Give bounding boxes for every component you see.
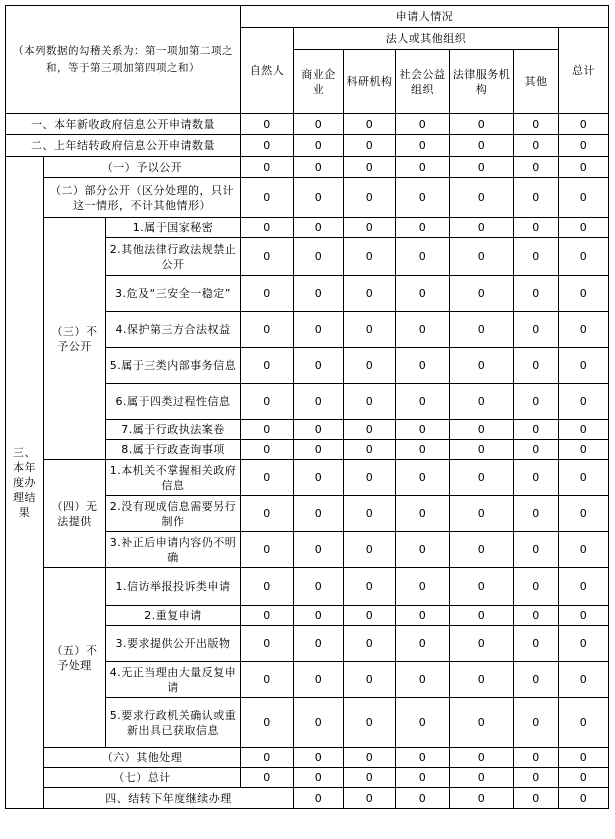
cell-value: 0 [344, 420, 396, 440]
cell-value: 0 [450, 135, 514, 157]
row-label: 4.无正当理由大量反复申请 [106, 662, 241, 698]
cell-value: 0 [514, 496, 559, 532]
cell-value: 0 [344, 114, 396, 135]
cell-value: 0 [241, 532, 294, 568]
cell-value: 0 [294, 440, 344, 460]
table-row [6, 157, 609, 178]
cell-value: 0 [559, 698, 609, 748]
cell-value: 0 [514, 384, 559, 420]
row-label: 3.补正后申请内容仍不明确 [106, 532, 241, 568]
cell-value: 0 [514, 460, 559, 496]
cell-value: 0 [344, 662, 396, 698]
cell-value: 0 [396, 135, 450, 157]
cell-value: 0 [241, 348, 294, 384]
cell-value: 0 [559, 788, 609, 809]
row-label: 二、上年结转政府信息公开申请数量 [6, 135, 241, 157]
header-total: 总计 [559, 28, 609, 114]
cell-value: 0 [241, 496, 294, 532]
cell-value: 0 [344, 312, 396, 348]
cell-value: 0 [396, 748, 450, 768]
cell-value: 0 [344, 768, 396, 788]
table-row [6, 178, 609, 218]
row-label: 8.属于行政查询事项 [106, 440, 241, 460]
cell-value: 0 [450, 626, 514, 662]
cell-value: 0 [514, 238, 559, 276]
cell-value: 0 [294, 178, 344, 218]
table-row [6, 114, 609, 135]
cell-value: 0 [344, 135, 396, 157]
row-label: （六）其他处理 [44, 748, 241, 768]
cell-value: 0 [514, 276, 559, 312]
cell-value: 0 [559, 218, 609, 238]
cell-value: 0 [241, 157, 294, 178]
cell-value: 0 [514, 788, 559, 809]
cell-value: 0 [241, 135, 294, 157]
cell-value: 0 [294, 238, 344, 276]
cell-value: 0 [450, 662, 514, 698]
cell-value: 0 [294, 768, 344, 788]
header-business: 商业企业 [294, 50, 344, 114]
gov-info-disclosure-table [5, 5, 609, 809]
cell-value: 0 [294, 276, 344, 312]
cell-value: 0 [450, 218, 514, 238]
cell-value: 0 [450, 178, 514, 218]
cell-value: 0 [559, 135, 609, 157]
cell-value: 0 [450, 348, 514, 384]
cell-value: 0 [396, 178, 450, 218]
row-label: 1.本机关不掌握相关政府信息 [106, 460, 241, 496]
cell-value: 0 [450, 698, 514, 748]
group-label: （五）不予处理 [44, 568, 106, 748]
cell-value: 0 [514, 768, 559, 788]
group-label: （三）不予公开 [44, 218, 106, 460]
cell-value: 0 [559, 748, 609, 768]
row-label: 2.重复申请 [106, 606, 241, 626]
cell-value: 0 [396, 420, 450, 440]
cell-value: 0 [344, 698, 396, 748]
cell-value: 0 [396, 532, 450, 568]
cell-value: 0 [241, 698, 294, 748]
cell-value: 0 [559, 420, 609, 440]
cell-value: 0 [514, 698, 559, 748]
group-label: （四）无法提供 [44, 460, 106, 568]
cell-value: 0 [344, 178, 396, 218]
cell-value: 0 [559, 568, 609, 606]
cell-value: 0 [559, 532, 609, 568]
row-label: 2.其他法律行政法规禁止公开 [106, 238, 241, 276]
cell-value: 0 [559, 384, 609, 420]
cell-value: 0 [344, 748, 396, 768]
table-row [6, 788, 609, 809]
table-row [6, 218, 609, 238]
row-label: 5.属于三类内部事务信息 [106, 348, 241, 384]
row-label: （二）部分公开（区分处理的，只计这一情形，不计其他情形） [44, 178, 241, 218]
row-label: 1.信访举报投诉类申请 [106, 568, 241, 606]
row-label: 四、结转下年度继续办理 [44, 788, 294, 809]
table-row [6, 568, 609, 606]
cell-value: 0 [344, 218, 396, 238]
cell-value: 0 [241, 662, 294, 698]
cell-value: 0 [514, 157, 559, 178]
cell-value: 0 [294, 135, 344, 157]
cell-value: 0 [396, 440, 450, 460]
cell-value: 0 [514, 420, 559, 440]
cell-value: 0 [514, 532, 559, 568]
row-label: 2.没有现成信息需要另行制作 [106, 496, 241, 532]
cell-value: 0 [344, 348, 396, 384]
cell-value: 0 [396, 788, 450, 809]
cell-value: 0 [514, 606, 559, 626]
cell-value: 0 [396, 460, 450, 496]
cell-value: 0 [514, 662, 559, 698]
cell-value: 0 [241, 114, 294, 135]
header-public-welfare: 社会公益组织 [396, 50, 450, 114]
row-label: 5.要求行政机关确认或重新出具已获取信息 [106, 698, 241, 748]
cell-value: 0 [450, 532, 514, 568]
cell-value: 0 [396, 662, 450, 698]
cell-value: 0 [396, 626, 450, 662]
cell-value: 0 [396, 276, 450, 312]
cell-value: 0 [294, 460, 344, 496]
row-label: （七）总计 [44, 768, 241, 788]
header-legal-service: 法律服务机构 [450, 50, 514, 114]
cell-value: 0 [559, 626, 609, 662]
cell-value: 0 [294, 348, 344, 384]
cell-value: 0 [241, 238, 294, 276]
cell-value: 0 [294, 114, 344, 135]
cell-value: 0 [241, 748, 294, 768]
cell-value: 0 [396, 157, 450, 178]
cell-value: 0 [450, 496, 514, 532]
cell-value: 0 [344, 276, 396, 312]
row-label: 3.要求提供公开出版物 [106, 626, 241, 662]
cell-value: 0 [450, 768, 514, 788]
cell-value: 0 [294, 532, 344, 568]
cell-value: 0 [294, 698, 344, 748]
cell-value: 0 [396, 496, 450, 532]
cell-value: 0 [396, 606, 450, 626]
table-row [6, 768, 609, 788]
cell-value: 0 [514, 568, 559, 606]
cell-value: 0 [241, 384, 294, 420]
cell-value: 0 [241, 626, 294, 662]
cell-value: 0 [514, 312, 559, 348]
cell-value: 0 [450, 384, 514, 420]
cell-value: 0 [241, 312, 294, 348]
cell-value: 0 [241, 420, 294, 440]
header-applicant-situation: 申请人情况 [241, 6, 609, 28]
table-row [6, 460, 609, 496]
cell-value: 0 [344, 384, 396, 420]
cell-value: 0 [559, 440, 609, 460]
cell-value: 0 [241, 276, 294, 312]
cell-value: 0 [344, 440, 396, 460]
cell-value: 0 [344, 568, 396, 606]
cell-value: 0 [514, 748, 559, 768]
cell-value: 0 [344, 606, 396, 626]
cell-value: 0 [294, 606, 344, 626]
header-research: 科研机构 [344, 50, 396, 114]
row-label: 一、本年新收政府信息公开申请数量 [6, 114, 241, 135]
cell-value: 0 [514, 626, 559, 662]
cell-value: 0 [344, 238, 396, 276]
row-label: 6.属于四类过程性信息 [106, 384, 241, 420]
cell-value: 0 [450, 788, 514, 809]
cell-value: 0 [559, 768, 609, 788]
cell-value: 0 [241, 768, 294, 788]
cell-value: 0 [559, 157, 609, 178]
row-label: 4.保护第三方合法权益 [106, 312, 241, 348]
cell-value: 0 [344, 496, 396, 532]
cell-value: 0 [559, 178, 609, 218]
cell-value: 0 [559, 348, 609, 384]
cell-value: 0 [450, 276, 514, 312]
row-label: 3.危及“三安全一稳定” [106, 276, 241, 312]
cell-value: 0 [294, 312, 344, 348]
cell-value: 0 [450, 114, 514, 135]
section-3-label: 三、本年度办理结果 [6, 157, 44, 809]
cell-value: 0 [559, 460, 609, 496]
cell-value: 0 [450, 312, 514, 348]
cell-value: 0 [559, 238, 609, 276]
cell-value: 0 [396, 348, 450, 384]
cell-value: 0 [241, 218, 294, 238]
cell-value: 0 [514, 178, 559, 218]
cell-value: 0 [450, 606, 514, 626]
cell-value: 0 [294, 496, 344, 532]
cell-value: 0 [344, 532, 396, 568]
cell-value: 0 [396, 312, 450, 348]
cell-value: 0 [344, 460, 396, 496]
cell-value: 0 [344, 788, 396, 809]
header-legal-org: 法人或其他组织 [294, 28, 559, 50]
cell-value: 0 [396, 568, 450, 606]
header-natural-person: 自然人 [241, 28, 294, 114]
row-label: （一）予以公开 [44, 157, 241, 178]
cell-value: 0 [396, 768, 450, 788]
cell-value: 0 [559, 606, 609, 626]
cell-value: 0 [294, 626, 344, 662]
cell-value: 0 [396, 238, 450, 276]
cell-value: 0 [294, 218, 344, 238]
cell-value: 0 [559, 496, 609, 532]
cell-value: 0 [294, 748, 344, 768]
cell-value: 0 [514, 440, 559, 460]
cell-value: 0 [241, 606, 294, 626]
cell-value: 0 [396, 384, 450, 420]
cell-value: 0 [344, 626, 396, 662]
cell-value: 0 [450, 460, 514, 496]
table-row [6, 135, 609, 157]
header-other: 其他 [514, 50, 559, 114]
cell-value: 0 [294, 788, 344, 809]
cell-value: 0 [514, 218, 559, 238]
cell-value: 0 [396, 698, 450, 748]
cell-value: 0 [241, 568, 294, 606]
cell-value: 0 [344, 157, 396, 178]
cell-value: 0 [396, 218, 450, 238]
header-note: （本列数据的勾稽关系为：第一项加第二项之和，等于第三项加第四项之和） [6, 6, 241, 114]
cell-value: 0 [241, 178, 294, 218]
cell-value: 0 [294, 157, 344, 178]
cell-value: 0 [241, 440, 294, 460]
cell-value: 0 [559, 114, 609, 135]
cell-value: 0 [396, 114, 450, 135]
table-row [6, 748, 609, 768]
cell-value: 0 [450, 157, 514, 178]
cell-value: 0 [450, 420, 514, 440]
cell-value: 0 [559, 662, 609, 698]
cell-value: 0 [559, 312, 609, 348]
cell-value: 0 [294, 662, 344, 698]
cell-value: 0 [514, 135, 559, 157]
cell-value: 0 [559, 276, 609, 312]
cell-value: 0 [294, 568, 344, 606]
cell-value: 0 [514, 114, 559, 135]
cell-value: 0 [294, 384, 344, 420]
cell-value: 0 [241, 460, 294, 496]
cell-value: 0 [450, 440, 514, 460]
row-label: 1.属于国家秘密 [106, 218, 241, 238]
cell-value: 0 [450, 748, 514, 768]
cell-value: 0 [450, 238, 514, 276]
cell-value: 0 [514, 348, 559, 384]
row-label: 7.属于行政执法案卷 [106, 420, 241, 440]
cell-value: 0 [450, 568, 514, 606]
cell-value: 0 [294, 420, 344, 440]
